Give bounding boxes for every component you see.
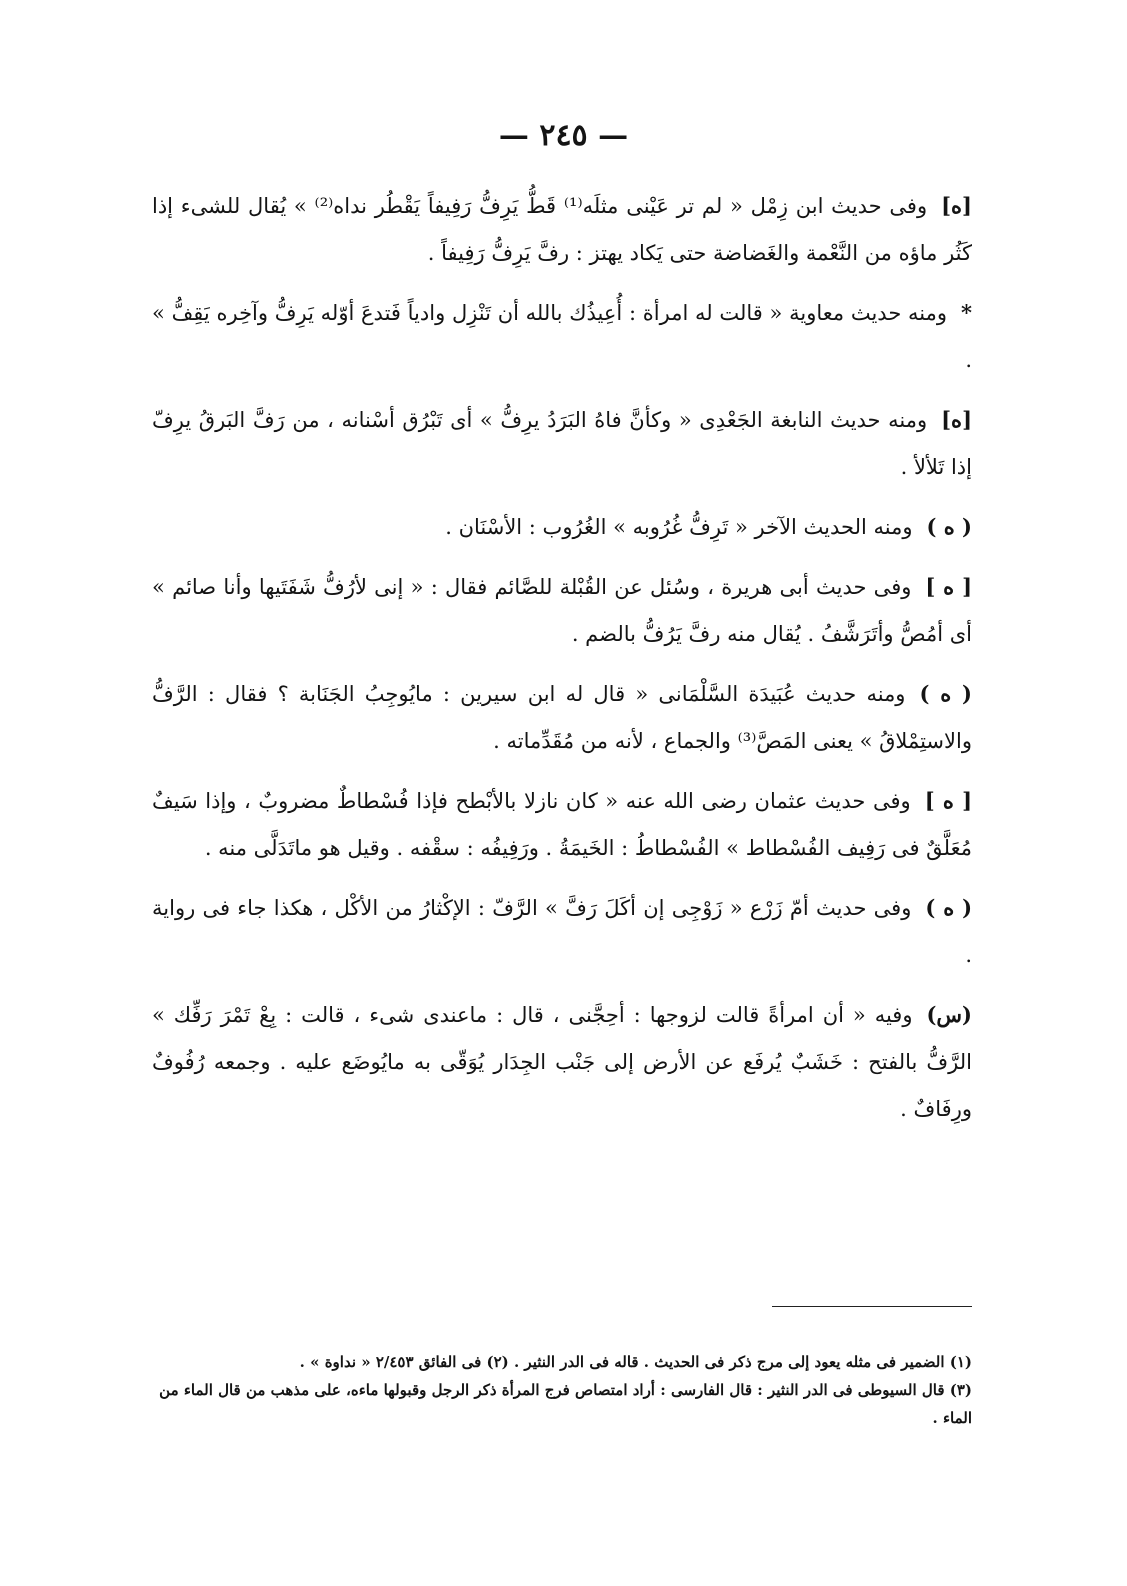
paragraph-text: ومنه حديث النابغة الجَعْدِى « وكأنَّ فاهُ البَرَدُ يرِفُّ » أى تَبْرُق أسْنانه ، من رَفَّ البَرقُ يرِفّ إذا تَلألأ . xyxy=(152,408,972,479)
paragraph-text: وفيه « أن امرأةً قالت لزوجها : أحِجَّنى ، قال : ماعندى شىء ، قالت : بِعْ تَمْرَ رَفِّك » الرَّفُّ بالفتح : خَشَبٌ يُرفَع عن الأرض إلى جَنْب الجِدَار يُوَقّى به مايُوضَع عليه . وجمعه رُفُوفٌ ورِفَافٌ . xyxy=(152,1003,972,1121)
paragraph xyxy=(152,182,972,277)
paragraph-text: وفى حديث عثمان رضى الله عنه « كان نازلا بالأبْطح فإذا فُسْطاطٌ مضروبٌ ، وإذا سَيفٌ مُعَلَّقٌ فى رَفِيف الفُسْطاط » الفُسْطاطُ : الخَيمَةُ . ورَفِيفُه : سقْفه . وقيل هو ماتَدَلَّى منه . xyxy=(152,789,972,860)
footnote: (١) الضمير فى مثله يعود إلى مرج ذكر فى الحديث . قاله فى الدر النثير . (٢) فى الفائق ٢/٤٥٣ « نداوة » . xyxy=(299,1353,972,1371)
paragraph-text: وفى حديث ابن زِمْل « لم تر عَيْنى مثلَه⁽¹⁾ قَطُّ يَرِفُّ رَفِيفاً يَقْطُر نداه⁽²⁾ » يُقال للشىء إذا كَثُر ماؤه من النَّعْمة والغَضاضة حتى يَكاد يهتز : رفَّ يَرِفُّ رَفِيفاً . xyxy=(152,194,972,265)
source-marker: [ ه ] xyxy=(924,788,973,813)
footnotes xyxy=(152,1348,972,1432)
page-number: — ٢٤٥ — xyxy=(498,118,629,153)
paragraph-text: ومنه حديث معاوية « قالت له امرأة : أُعِيذُك بالله أن تَنْزِل وادياً فَتدعَ أوّله يَرِفُّ وآخِره يَقِفُّ » . xyxy=(152,301,972,372)
source-marker: ( ه ) xyxy=(925,895,973,920)
paragraph xyxy=(152,777,972,872)
paragraph xyxy=(152,884,972,979)
paragraph-text: وفى حديث أبى هريرة ، وسُئل عن القُبْلة للصَّائم فقال : « إنى لأرُفُّ شَفَتَيها وأنا صائم » أى أمُصُّ وأتَرَشَّفُ . يُقال منه رفَّ يَرُفُّ بالضم . xyxy=(152,575,972,646)
paragraph xyxy=(152,563,972,658)
source-marker: * xyxy=(961,300,972,325)
paragraph-text: ومنه حديث عُبَيدَة السَّلْمَانى « قال له ابن سيرين : مايُوجِبُ الجَنَابة ؟ فقال : الرَّفُّ والاستِمْلاقُ » يعنى المَصَّ⁽³⁾ والجماع ، لأنه من مُقَدِّماته . xyxy=(152,682,972,753)
source-marker: [ه] xyxy=(941,193,972,218)
source-marker: (س) xyxy=(926,1002,972,1027)
footnote-divider xyxy=(772,1306,972,1307)
source-marker: [ ه ] xyxy=(925,574,973,599)
paragraph-text: وفى حديث أمّ زَرْع « زَوْجِى إن أكَلَ رَفَّ » الرَّفّ : الإكْثارُ من الأكْل ، هكذا جاء فى رواية . xyxy=(152,896,972,967)
paragraph xyxy=(152,396,972,491)
main-text xyxy=(152,182,972,1145)
source-marker: ( ه ) xyxy=(919,681,972,706)
paragraph-text: ومنه الحديث الآخر « تَرِفُّ غُرُوبه » الغُرُوب : الأسْنَان . xyxy=(445,515,913,539)
paragraph xyxy=(152,991,972,1133)
paragraph xyxy=(152,503,972,551)
source-marker: [ه] xyxy=(941,407,972,432)
footnote: (٣) قال السيوطى فى الدر النثير : قال الفارسى : أراد امتصاص فرج المرأة ذكر الرجل وقبولها ماءه، على مذهب من قال الماء من الماء . xyxy=(159,1381,972,1427)
paragraph xyxy=(152,670,972,765)
paragraph xyxy=(152,289,972,384)
source-marker: ( ه ) xyxy=(926,514,972,539)
